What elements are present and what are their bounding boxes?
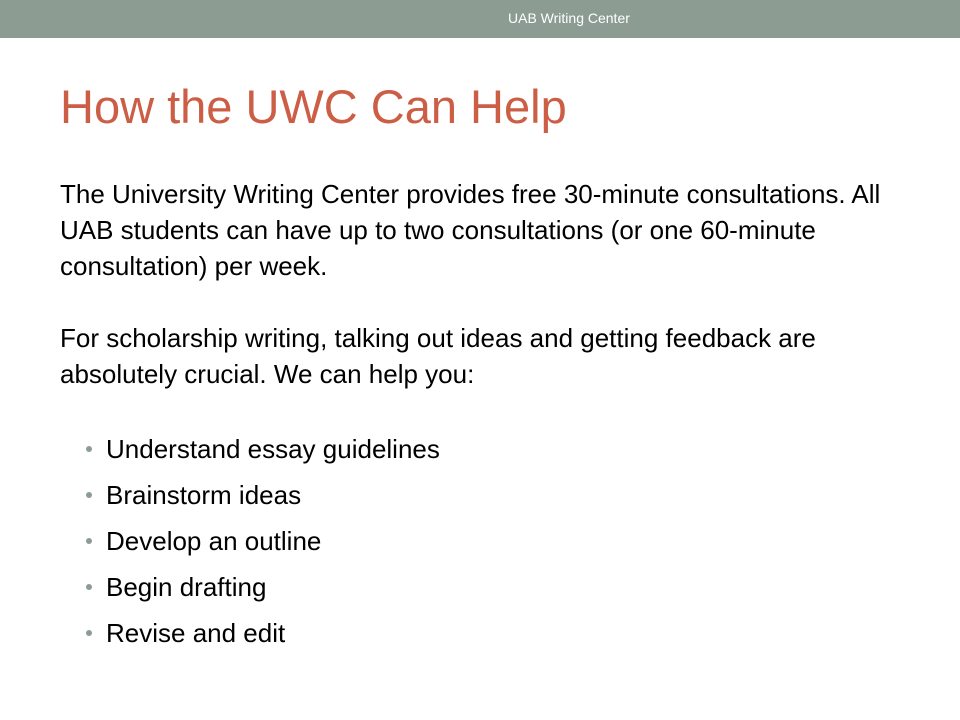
bullet-icon — [86, 584, 92, 590]
list-item-label: Develop an outline — [106, 526, 322, 556]
help-paragraph: For scholarship writing, talking out ideas and getting feedback are absolutely crucial. We can help you: — [60, 323, 816, 389]
header-text: UAB Writing Center — [508, 10, 630, 26]
bullet-icon — [86, 538, 92, 544]
list-item — [86, 564, 440, 610]
slide-body — [60, 176, 920, 392]
list-item — [86, 472, 440, 518]
slide-title: How the UWC Can Help — [60, 80, 567, 133]
list-item-label: Revise and edit — [106, 618, 286, 648]
intro-paragraph: The University Writing Center provides free 30-minute consultations. All UAB students can have up to two consultations (or one 60-minute consultation) per week. — [60, 179, 881, 281]
list-item-label: Begin drafting — [106, 572, 267, 602]
bullet-icon — [86, 446, 92, 452]
list-item — [86, 426, 440, 472]
list-item — [86, 518, 440, 564]
list-item-label: Understand essay guidelines — [106, 434, 440, 464]
bullet-icon — [86, 630, 92, 636]
list-item-label: Brainstorm ideas — [106, 480, 302, 510]
top-bar — [0, 0, 960, 38]
list-item — [86, 610, 440, 656]
help-list — [86, 426, 440, 656]
bullet-icon — [86, 492, 92, 498]
